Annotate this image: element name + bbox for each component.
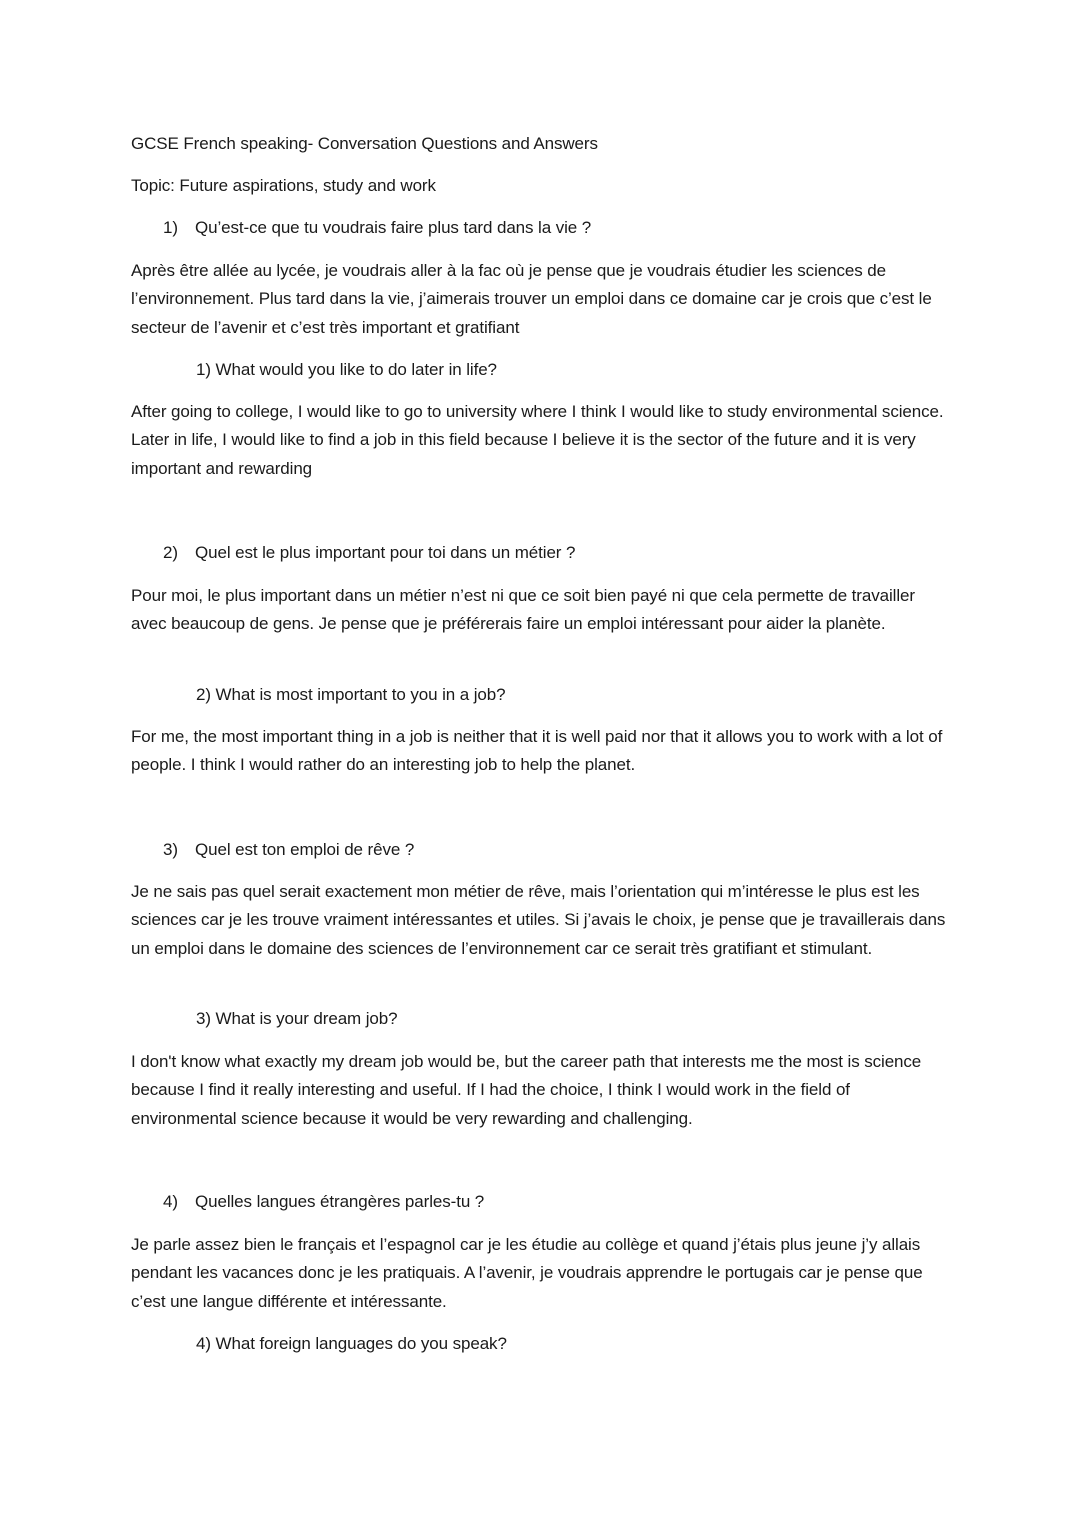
en-answer-2: For me, the most important thing in a job is neither that it is well paid nor that it allows you to work with a lot of people. I think I would rather do an interesting job to help the planet. [131,727,943,775]
en-question-4: 4) What foreign languages do you speak? [196,1334,507,1353]
fr-question-number: 3) [163,840,178,859]
fr-question-number: 4) [163,1192,178,1211]
en-question-2: 2) What is most important to you in a job? [196,685,506,704]
en-question-1: 1) What would you like to do later in life? [196,360,497,379]
fr-question-number: 1) [163,218,178,237]
fr-question-3 [163,836,414,864]
fr-answer-2: Pour moi, le plus important dans un métier n’est ni que ce soit bien payé ni que cela permette de travailler avec beaucoup de gens. Je pense que je préférerais faire un emploi intéressant pour aider la planète. [131,586,915,634]
fr-question-text: Quelles langues étrangères parles-tu ? [195,1192,485,1211]
en-question-3: 3) What is your dream job? [196,1009,398,1028]
fr-question-2 [163,539,575,567]
document-topic: Topic: Future aspirations, study and work [131,176,436,195]
fr-answer-3: Je ne sais pas quel serait exactement mon métier de rêve, mais l’orientation qui m’intéresse le plus est les sciences car je les trouve vraiment intéressantes et utiles. Si j’avais le choix, je pense que je travaillerais dans un emploi dans le domaine des sciences de l’environnement car ce serait très gratifiant et stimulant. [131,882,946,958]
fr-question-text: Quel est le plus important pour toi dans un métier ? [195,543,576,562]
fr-answer-4: Je parle assez bien le français et l’espagnol car je les étudie au collège et quand j’étais plus jeune j’y allais pendant les vacances donc je les pratiquais. A l’avenir, je voudrais apprendre le portugais car je pense que c’est une langue différente et intéressante. [131,1235,923,1311]
fr-question-text: Qu’est-ce que tu voudrais faire plus tard dans la vie ? [195,218,592,237]
fr-question-number: 2) [163,543,178,562]
fr-question-4 [163,1188,484,1216]
fr-question-1 [163,214,591,242]
en-answer-3: I don't know what exactly my dream job would be, but the career path that interests me the most is science because I find it really interesting and useful. If I had the choice, I think I would work in the field of environmental science because it would be very rewarding and challenging. [131,1052,922,1128]
fr-answer-1: Après être allée au lycée, je voudrais aller à la fac où je pense que je voudrais étudier les sciences de l’environnement. Plus tard dans la vie, j’aimerais trouver un emploi dans ce domaine car je crois que c’est le secteur de l’avenir et c’est très important et gratifiant [131,261,932,337]
fr-question-text: Quel est ton emploi de rêve ? [195,840,415,859]
en-answer-1: After going to college, I would like to go to university where I think I would like to study environmental science. Later in life, I would like to find a job in this field because I believe it is the sector of the future and it is very important and rewarding [131,402,944,478]
document-title: GCSE French speaking- Conversation Questions and Answers [131,134,598,153]
